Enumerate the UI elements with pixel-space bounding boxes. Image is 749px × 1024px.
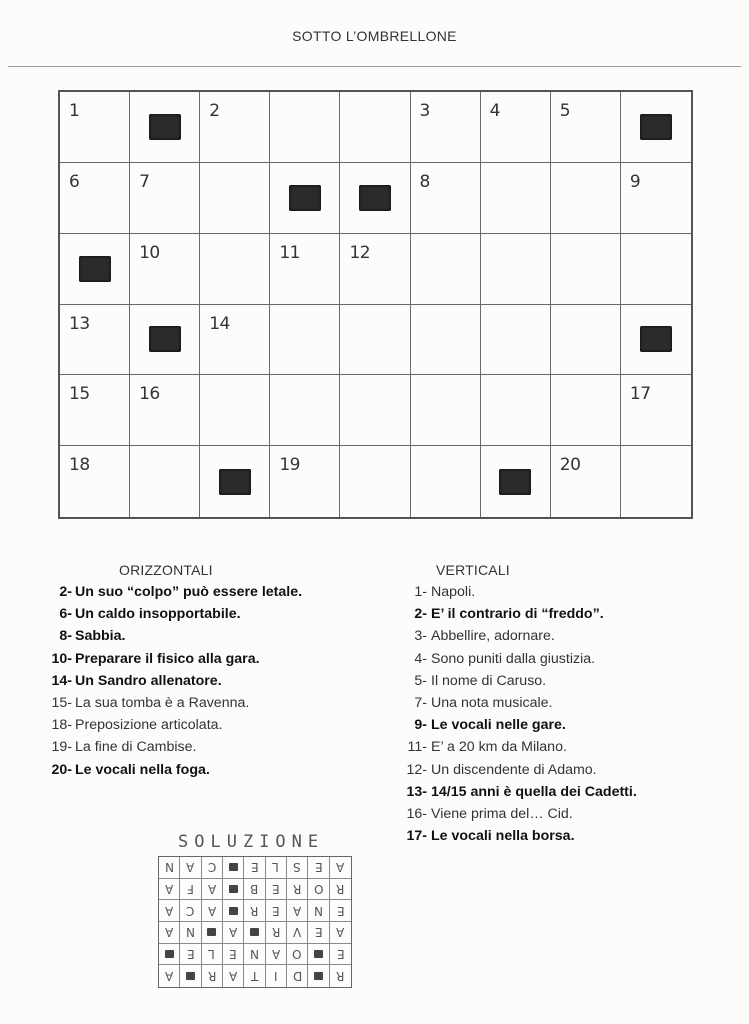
cell-number: 15 [69, 384, 90, 405]
solution-letter: T [250, 969, 259, 984]
clue-item [34, 759, 302, 781]
cell-number: 11 [279, 242, 300, 263]
solution-cell [159, 879, 180, 901]
grid-cell[interactable] [551, 92, 621, 163]
grid-cell[interactable] [200, 375, 270, 446]
solution-cell [287, 879, 308, 901]
clue-text: Viene prima del… Cid. [431, 806, 573, 823]
cell-number: 9 [629, 171, 641, 192]
grid-cell-black [621, 305, 691, 376]
solution-cell [180, 944, 201, 966]
cell-number: 19 [279, 455, 300, 476]
clue-item [395, 781, 637, 803]
solution-letter: R [336, 969, 345, 984]
solution-letter: L [272, 860, 280, 875]
cell-number: 7 [139, 171, 150, 192]
clue-item [395, 803, 637, 825]
grid-cell[interactable] [411, 446, 481, 517]
solution-letter: E [229, 946, 237, 961]
solution-cell [159, 900, 180, 922]
grid-cell[interactable] [200, 163, 270, 234]
solution-cell [266, 944, 287, 966]
clue-number: 5- [414, 672, 427, 689]
grid-cell[interactable] [551, 446, 621, 517]
solution-cell [223, 965, 244, 987]
clue-item [34, 736, 302, 758]
grid-cell[interactable] [60, 375, 130, 446]
solution-cell [266, 900, 287, 922]
solution-cell-black [308, 965, 329, 987]
clue-number: 19- [51, 739, 72, 756]
solution-cell-black [223, 857, 244, 879]
solution-cell [223, 944, 244, 966]
solution-letter: E [186, 946, 195, 961]
clue-number: 12- [406, 761, 427, 778]
solution-letter: A [293, 903, 302, 918]
grid-cell[interactable] [621, 375, 691, 446]
black-square [359, 185, 391, 211]
solution-letter: R [336, 881, 345, 896]
solution-letter: C [207, 860, 217, 875]
clue-item [395, 648, 637, 670]
clue-item [395, 759, 637, 781]
grid-cell[interactable] [481, 375, 551, 446]
solution-letter: E [336, 946, 345, 961]
clue-text: Le vocali nelle gare. [431, 717, 566, 734]
clue-number: 11- [407, 739, 427, 756]
clue-number: 2- [414, 606, 427, 623]
grid-cell-black [621, 92, 691, 163]
solution-cell-black [308, 944, 329, 966]
grid-cell[interactable] [411, 163, 481, 234]
clue-number: 9- [414, 717, 427, 734]
solution-black-square [314, 972, 323, 980]
solution-cell-black [202, 922, 223, 944]
grid-cell[interactable] [200, 305, 270, 376]
clue-number: 14- [51, 672, 72, 689]
solution-cell [202, 944, 223, 966]
solution-cell [244, 965, 265, 987]
cell-number: 12 [349, 242, 371, 263]
clue-text: Preposizione articolata. [75, 717, 223, 734]
clue-item [34, 692, 302, 714]
solution-cell [330, 922, 351, 944]
solution-cell [159, 922, 180, 944]
clue-number: 17- [406, 828, 427, 845]
solution-letter: A [207, 881, 216, 896]
solution-letter: N [164, 860, 174, 875]
solution-letter: F [187, 881, 194, 896]
solution-cell [330, 965, 351, 987]
grid-cell[interactable] [411, 92, 481, 163]
solution-black-square [314, 950, 323, 958]
solution-cell [244, 857, 265, 879]
clue-number: 1- [414, 584, 427, 600]
solution-cell [159, 965, 180, 987]
solution-cell [287, 900, 308, 922]
solution-letter: V [293, 925, 302, 940]
cell-number: 4 [489, 101, 500, 121]
solution-cell [287, 944, 308, 966]
clue-item [34, 581, 302, 603]
grid-cell[interactable] [340, 446, 410, 517]
clue-item [395, 692, 637, 714]
solution-cell [266, 922, 287, 944]
grid-cell[interactable] [270, 234, 340, 305]
cell-number: 18 [69, 455, 90, 476]
clue-number: 18- [51, 717, 72, 734]
cell-number: 6 [69, 171, 80, 192]
clue-item [395, 581, 637, 603]
grid-cell[interactable] [340, 234, 410, 305]
grid-cell[interactable] [481, 234, 551, 305]
grid-cell[interactable] [340, 305, 410, 376]
orizzontali-heading: ORIZZONTALI [119, 562, 213, 578]
page-title: SOTTO L’OMBRELLONE [292, 28, 457, 44]
grid-cell[interactable] [130, 375, 200, 446]
clue-text: Le vocali nella borsa. [431, 828, 575, 845]
clue-number: 13- [406, 783, 427, 800]
solution-cell [330, 857, 351, 879]
solution-letter: S [293, 860, 301, 875]
solution-letter: A [229, 925, 238, 940]
grid-cell[interactable] [270, 375, 340, 446]
solution-letter: R [271, 925, 280, 940]
solution-cell-black [159, 944, 180, 966]
verticali-clues [395, 581, 637, 847]
solution-letter: E [336, 903, 345, 918]
solution-black-square [165, 950, 174, 958]
solution-letter: E [272, 903, 280, 918]
grid-cell[interactable] [411, 375, 481, 446]
clue-item [34, 670, 302, 692]
solution-letter: D [292, 969, 302, 984]
solution-cell-black [244, 922, 265, 944]
solution-cell [159, 857, 180, 879]
grid-cell[interactable] [551, 163, 621, 234]
black-square [149, 326, 181, 352]
cell-number: 17 [629, 384, 651, 405]
clue-text: E’ a 20 km da Milano. [431, 739, 567, 756]
grid-cell[interactable] [340, 92, 410, 163]
solution-letter: E [272, 881, 280, 896]
solution-letter: L [208, 946, 216, 961]
black-square [640, 114, 672, 140]
black-square [149, 114, 181, 140]
clue-number: 7- [414, 695, 427, 712]
solution-cell [202, 965, 223, 987]
solution-letter: E [250, 860, 259, 875]
solution-letter: B [250, 881, 259, 896]
grid-cell-black [270, 163, 340, 234]
grid-cell[interactable] [60, 92, 130, 163]
clue-text: 14/15 anni è quella dei Cadetti. [431, 783, 637, 800]
solution-cell [180, 900, 201, 922]
clue-text: La fine di Cambise. [75, 739, 197, 756]
clue-text: Un caldo insopportabile. [75, 606, 241, 623]
solution-cell [266, 857, 287, 879]
clue-number: 10- [51, 650, 72, 667]
grid-cell-black [200, 446, 270, 517]
cell-number: 8 [419, 171, 430, 192]
solution-letter: A [165, 903, 174, 918]
solution-letter: A [336, 860, 345, 875]
clue-item [34, 603, 302, 625]
solution-letter: R [207, 969, 216, 984]
solution-letter: A [336, 925, 345, 940]
solution-black-square [229, 885, 238, 893]
clue-number: 20- [51, 761, 72, 778]
clue-text: Sono puniti dalla giustizia. [431, 650, 596, 667]
grid-cell[interactable] [621, 446, 691, 517]
solution-cell [287, 965, 308, 987]
verticali-heading: VERTICALI [436, 562, 510, 578]
clue-item [34, 625, 302, 647]
solution-cell [202, 900, 223, 922]
solution-cell [202, 879, 223, 901]
solution-letter: R [292, 881, 302, 896]
clue-text: Napoli. [431, 584, 476, 600]
solution-black-square [207, 928, 216, 936]
solution-cell [308, 879, 329, 901]
solution-letter: N [314, 903, 323, 918]
grid-cell[interactable] [481, 92, 551, 163]
clue-item [34, 714, 302, 736]
grid-cell[interactable] [481, 305, 551, 376]
cell-number: 14 [209, 313, 230, 334]
grid-cell[interactable] [60, 446, 130, 517]
grid-cell[interactable] [130, 234, 200, 305]
solution-cell [287, 922, 308, 944]
clue-number: 15- [51, 695, 72, 712]
clue-item [34, 648, 302, 670]
solution-cell [180, 857, 201, 879]
solution-cell [330, 879, 351, 901]
clue-text: La sua tomba è a Ravenna. [75, 695, 250, 712]
clue-number: 16- [406, 806, 427, 823]
grid-cell[interactable] [621, 234, 691, 305]
clue-text: Abbellire, adornare. [431, 628, 555, 645]
clue-item [395, 625, 637, 647]
solution-letter: C [186, 903, 195, 918]
grid-cell[interactable] [130, 163, 200, 234]
solution-cell [287, 857, 308, 879]
solution-cell [308, 900, 329, 922]
solution-cell [244, 900, 265, 922]
grid-cell[interactable] [200, 92, 270, 163]
grid-cell[interactable] [621, 163, 691, 234]
clue-item [395, 825, 637, 847]
solution-cell [202, 857, 223, 879]
solution-letter: O [313, 881, 324, 896]
clue-number: 6- [59, 606, 72, 623]
crossword-grid [58, 90, 693, 519]
black-square [640, 326, 672, 352]
grid-cell[interactable] [551, 375, 621, 446]
grid-cell[interactable] [270, 446, 340, 517]
grid-cell[interactable] [481, 163, 551, 234]
solution-cell [330, 944, 351, 966]
solution-cell [330, 900, 351, 922]
solution-cell [266, 879, 287, 901]
grid-cell[interactable] [411, 234, 481, 305]
black-square [499, 469, 531, 495]
grid-cell[interactable] [270, 92, 340, 163]
solution-cell [266, 965, 287, 987]
solution-black-square [250, 928, 259, 936]
clue-number: 8- [59, 628, 72, 645]
clue-text: Preparare il fisico alla gara. [75, 650, 260, 667]
solution-letter: A [207, 903, 216, 918]
solution-letter: A [186, 860, 195, 875]
grid-cell[interactable] [551, 234, 621, 305]
grid-cell[interactable] [200, 234, 270, 305]
solution-black-square [186, 972, 195, 980]
clue-text: Un discendente di Adamo. [431, 761, 597, 778]
solution-letter: I [274, 969, 278, 984]
grid-cell-black [481, 446, 551, 517]
solution-letter: N [186, 925, 195, 940]
grid-cell[interactable] [340, 375, 410, 446]
clue-number: 3- [414, 628, 427, 645]
clue-item [395, 603, 637, 625]
solution-cell-black [223, 900, 244, 922]
solution-letter: A [271, 946, 280, 961]
orizzontali-clues [34, 581, 302, 781]
black-square [79, 256, 111, 282]
grid-cell[interactable] [60, 305, 130, 376]
solution-letter: R [250, 903, 259, 918]
solution-letter: N [250, 946, 259, 961]
solution-letter: O [292, 946, 302, 961]
clue-text: Un Sandro allenatore. [75, 672, 222, 689]
solution-cell [308, 922, 329, 944]
solution-cell-black [223, 879, 244, 901]
solution-letter: E [314, 925, 323, 940]
grid-cell[interactable] [130, 446, 200, 517]
solution-cell [244, 879, 265, 901]
clue-item [395, 670, 637, 692]
cell-number: 1 [69, 101, 80, 121]
solution-cell [308, 857, 329, 879]
solution-letter: A [229, 969, 238, 984]
cell-number: 2 [209, 101, 220, 121]
grid-cell-black [60, 234, 130, 305]
clue-text: Sabbia. [75, 628, 126, 645]
header-divider [8, 66, 741, 67]
cell-number: 3 [419, 101, 430, 121]
clue-number: 4- [414, 650, 427, 667]
clue-text: Il nome di Caruso. [431, 672, 547, 689]
solution-letter: A [165, 969, 174, 984]
grid-cell[interactable] [551, 305, 621, 376]
clue-item [395, 736, 637, 758]
clue-number: 2- [59, 584, 72, 600]
grid-cell[interactable] [270, 305, 340, 376]
grid-cell-black [130, 92, 200, 163]
cell-number: 5 [559, 101, 571, 121]
black-square [289, 185, 321, 211]
clue-text: Una nota musicale. [431, 695, 553, 712]
black-square [219, 469, 251, 495]
grid-cell[interactable] [60, 163, 130, 234]
grid-cell[interactable] [411, 305, 481, 376]
cell-number: 13 [69, 313, 90, 334]
clue-item [395, 714, 637, 736]
grid-cell-black [340, 163, 410, 234]
grid-cell-black [130, 305, 200, 376]
cell-number: 20 [559, 455, 581, 476]
solution-cell [223, 922, 244, 944]
cell-number: 10 [139, 242, 160, 263]
solution-black-square [229, 907, 238, 915]
solution-cell [180, 922, 201, 944]
clue-text: Un suo “colpo” può essere letale. [75, 584, 303, 600]
clue-text: E’ il contrario di “freddo”. [431, 606, 604, 623]
solution-heading: SOLUZIONE [178, 832, 325, 852]
solution-grid [158, 856, 352, 988]
solution-letter: E [314, 860, 323, 875]
cell-number: 16 [139, 384, 160, 405]
clue-text: Le vocali nella foga. [75, 761, 210, 778]
solution-cell [180, 879, 201, 901]
solution-cell [244, 944, 265, 966]
solution-cell-black [180, 965, 201, 987]
solution-black-square [229, 863, 238, 871]
solution-letter: A [165, 881, 174, 896]
solution-letter: A [165, 925, 174, 940]
